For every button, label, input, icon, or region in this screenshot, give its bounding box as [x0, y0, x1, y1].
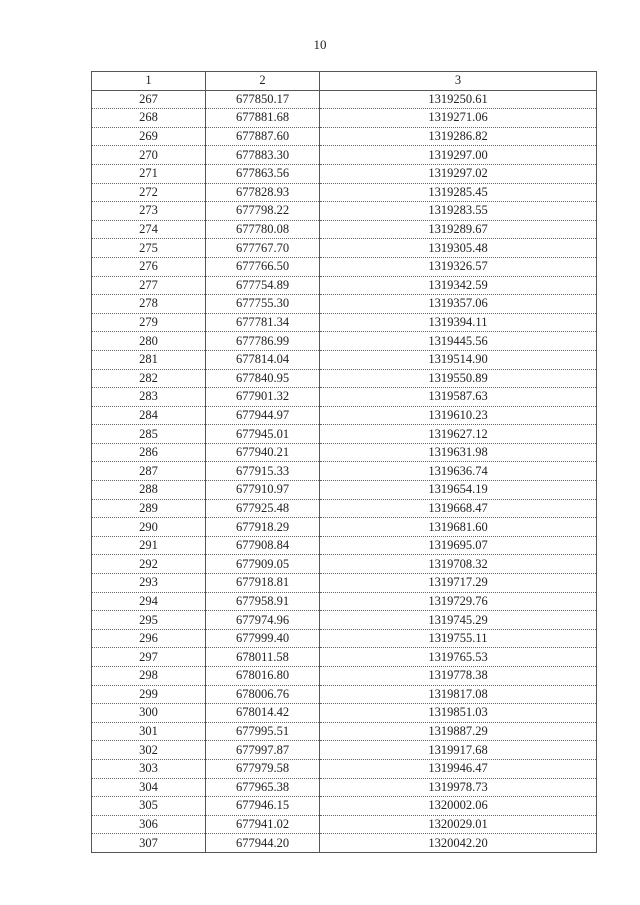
- table-row: [92, 667, 597, 686]
- cell-y-coordinate: 1319654.19: [320, 481, 597, 500]
- cell-x-coordinate: 678006.76: [206, 685, 320, 704]
- cell-y-coordinate: 1319357.06: [320, 295, 597, 314]
- cell-y-coordinate: 1320029.01: [320, 815, 597, 834]
- table-row: [92, 481, 597, 500]
- cell-point-number: 276: [92, 257, 206, 276]
- table-row: [92, 332, 597, 351]
- cell-y-coordinate: 1319717.29: [320, 574, 597, 593]
- cell-x-coordinate: 677883.30: [206, 146, 320, 165]
- cell-x-coordinate: 677974.96: [206, 611, 320, 630]
- cell-point-number: 270: [92, 146, 206, 165]
- table-row: [92, 722, 597, 741]
- cell-x-coordinate: 677828.93: [206, 183, 320, 202]
- table-row: [92, 406, 597, 425]
- table-row: [92, 555, 597, 574]
- cell-y-coordinate: 1319610.23: [320, 406, 597, 425]
- cell-y-coordinate: 1319887.29: [320, 722, 597, 741]
- cell-y-coordinate: 1319668.47: [320, 499, 597, 518]
- cell-y-coordinate: 1319326.57: [320, 257, 597, 276]
- cell-point-number: 284: [92, 406, 206, 425]
- cell-point-number: 269: [92, 127, 206, 146]
- cell-point-number: 295: [92, 611, 206, 630]
- cell-y-coordinate: 1319978.73: [320, 778, 597, 797]
- cell-x-coordinate: 677798.22: [206, 202, 320, 221]
- cell-point-number: 277: [92, 276, 206, 295]
- cell-x-coordinate: 678016.80: [206, 667, 320, 686]
- cell-x-coordinate: 677814.04: [206, 350, 320, 369]
- cell-point-number: 288: [92, 481, 206, 500]
- cell-point-number: 302: [92, 741, 206, 760]
- cell-point-number: 290: [92, 518, 206, 537]
- cell-x-coordinate: 677887.60: [206, 127, 320, 146]
- cell-x-coordinate: 677754.89: [206, 276, 320, 295]
- cell-point-number: 305: [92, 797, 206, 816]
- cell-point-number: 287: [92, 462, 206, 481]
- table-row: [92, 629, 597, 648]
- cell-point-number: 292: [92, 555, 206, 574]
- table-row: [92, 295, 597, 314]
- table-row: [92, 164, 597, 183]
- cell-point-number: 306: [92, 815, 206, 834]
- cell-x-coordinate: 677918.29: [206, 518, 320, 537]
- cell-y-coordinate: 1319550.89: [320, 369, 597, 388]
- cell-point-number: 280: [92, 332, 206, 351]
- table-row: [92, 536, 597, 555]
- cell-point-number: 268: [92, 109, 206, 128]
- table-row: [92, 127, 597, 146]
- cell-y-coordinate: 1319917.68: [320, 741, 597, 760]
- table-header-row: [92, 72, 597, 91]
- table-row: [92, 611, 597, 630]
- cell-y-coordinate: 1319297.02: [320, 164, 597, 183]
- table-row: [92, 759, 597, 778]
- cell-point-number: 281: [92, 350, 206, 369]
- cell-y-coordinate: 1319394.11: [320, 313, 597, 332]
- cell-x-coordinate: 677946.15: [206, 797, 320, 816]
- cell-x-coordinate: 678011.58: [206, 648, 320, 667]
- cell-point-number: 286: [92, 443, 206, 462]
- cell-x-coordinate: 677918.81: [206, 574, 320, 593]
- coordinates-table: [91, 71, 597, 853]
- cell-x-coordinate: 677781.34: [206, 313, 320, 332]
- cell-x-coordinate: 677999.40: [206, 629, 320, 648]
- table-row: [92, 239, 597, 258]
- cell-point-number: 289: [92, 499, 206, 518]
- cell-point-number: 278: [92, 295, 206, 314]
- cell-point-number: 303: [92, 759, 206, 778]
- cell-y-coordinate: 1319631.98: [320, 443, 597, 462]
- cell-y-coordinate: 1319297.00: [320, 146, 597, 165]
- cell-y-coordinate: 1319708.32: [320, 555, 597, 574]
- table-row: [92, 109, 597, 128]
- cell-point-number: 298: [92, 667, 206, 686]
- cell-y-coordinate: 1319636.74: [320, 462, 597, 481]
- cell-point-number: 299: [92, 685, 206, 704]
- cell-x-coordinate: 677958.91: [206, 592, 320, 611]
- cell-y-coordinate: 1319271.06: [320, 109, 597, 128]
- cell-y-coordinate: 1319778.38: [320, 667, 597, 686]
- cell-y-coordinate: 1319305.48: [320, 239, 597, 258]
- cell-point-number: 275: [92, 239, 206, 258]
- cell-y-coordinate: 1319817.08: [320, 685, 597, 704]
- table-row: [92, 443, 597, 462]
- cell-x-coordinate: 677755.30: [206, 295, 320, 314]
- cell-y-coordinate: 1319745.29: [320, 611, 597, 630]
- cell-x-coordinate: 677925.48: [206, 499, 320, 518]
- cell-x-coordinate: 677766.50: [206, 257, 320, 276]
- cell-y-coordinate: 1319250.61: [320, 90, 597, 109]
- cell-x-coordinate: 677908.84: [206, 536, 320, 555]
- page-number: 10: [313, 37, 327, 52]
- cell-x-coordinate: 677979.58: [206, 759, 320, 778]
- cell-x-coordinate: 677786.99: [206, 332, 320, 351]
- cell-y-coordinate: 1319765.53: [320, 648, 597, 667]
- cell-y-coordinate: 1319285.45: [320, 183, 597, 202]
- cell-point-number: 294: [92, 592, 206, 611]
- table-row: [92, 313, 597, 332]
- table-row: [92, 592, 597, 611]
- cell-point-number: 273: [92, 202, 206, 221]
- cell-point-number: 300: [92, 704, 206, 723]
- cell-x-coordinate: 677965.38: [206, 778, 320, 797]
- cell-y-coordinate: 1319445.56: [320, 332, 597, 351]
- table-row: [92, 257, 597, 276]
- cell-point-number: 307: [92, 834, 206, 853]
- cell-x-coordinate: 677995.51: [206, 722, 320, 741]
- cell-y-coordinate: 1319755.11: [320, 629, 597, 648]
- table-row: [92, 90, 597, 109]
- cell-x-coordinate: 677997.87: [206, 741, 320, 760]
- cell-point-number: 282: [92, 369, 206, 388]
- table-row: [92, 815, 597, 834]
- cell-y-coordinate: 1319587.63: [320, 388, 597, 407]
- table-row: [92, 574, 597, 593]
- cell-x-coordinate: 677941.02: [206, 815, 320, 834]
- cell-point-number: 283: [92, 388, 206, 407]
- cell-point-number: 272: [92, 183, 206, 202]
- table-row: [92, 425, 597, 444]
- table-row: [92, 183, 597, 202]
- cell-point-number: 301: [92, 722, 206, 741]
- table-row: [92, 778, 597, 797]
- cell-x-coordinate: 677940.21: [206, 443, 320, 462]
- table-row: [92, 741, 597, 760]
- cell-y-coordinate: 1319851.03: [320, 704, 597, 723]
- cell-y-coordinate: 1319627.12: [320, 425, 597, 444]
- cell-point-number: 271: [92, 164, 206, 183]
- cell-x-coordinate: 677945.01: [206, 425, 320, 444]
- cell-x-coordinate: 677780.08: [206, 220, 320, 239]
- cell-y-coordinate: 1320002.06: [320, 797, 597, 816]
- table-row: [92, 834, 597, 853]
- table-row: [92, 276, 597, 295]
- cell-y-coordinate: 1320042.20: [320, 834, 597, 853]
- cell-x-coordinate: 677901.32: [206, 388, 320, 407]
- cell-y-coordinate: 1319946.47: [320, 759, 597, 778]
- cell-x-coordinate: 677909.05: [206, 555, 320, 574]
- table-row: [92, 685, 597, 704]
- table-row: [92, 146, 597, 165]
- cell-x-coordinate: 678014.42: [206, 704, 320, 723]
- cell-point-number: 279: [92, 313, 206, 332]
- cell-y-coordinate: 1319514.90: [320, 350, 597, 369]
- cell-point-number: 285: [92, 425, 206, 444]
- table-row: [92, 704, 597, 723]
- cell-x-coordinate: 677767.70: [206, 239, 320, 258]
- table-row: [92, 220, 597, 239]
- cell-x-coordinate: 677881.68: [206, 109, 320, 128]
- cell-y-coordinate: 1319283.55: [320, 202, 597, 221]
- cell-point-number: 274: [92, 220, 206, 239]
- cell-y-coordinate: 1319286.82: [320, 127, 597, 146]
- table-row: [92, 202, 597, 221]
- cell-x-coordinate: 677910.97: [206, 481, 320, 500]
- column-header-y: 3: [320, 72, 597, 91]
- cell-y-coordinate: 1319681.60: [320, 518, 597, 537]
- table-row: [92, 350, 597, 369]
- cell-x-coordinate: 677850.17: [206, 90, 320, 109]
- cell-point-number: 296: [92, 629, 206, 648]
- table-body: [92, 90, 597, 852]
- table-row: [92, 797, 597, 816]
- cell-y-coordinate: 1319289.67: [320, 220, 597, 239]
- cell-x-coordinate: 677863.56: [206, 164, 320, 183]
- cell-y-coordinate: 1319695.07: [320, 536, 597, 555]
- table-row: [92, 518, 597, 537]
- cell-point-number: 304: [92, 778, 206, 797]
- cell-y-coordinate: 1319729.76: [320, 592, 597, 611]
- table-row: [92, 648, 597, 667]
- table-row: [92, 462, 597, 481]
- cell-point-number: 293: [92, 574, 206, 593]
- cell-point-number: 291: [92, 536, 206, 555]
- cell-x-coordinate: 677944.97: [206, 406, 320, 425]
- cell-x-coordinate: 677944.20: [206, 834, 320, 853]
- cell-x-coordinate: 677840.95: [206, 369, 320, 388]
- cell-x-coordinate: 677915.33: [206, 462, 320, 481]
- table-row: [92, 369, 597, 388]
- table-row: [92, 388, 597, 407]
- cell-point-number: 267: [92, 90, 206, 109]
- table-row: [92, 499, 597, 518]
- column-header-point: 1: [92, 72, 206, 91]
- column-header-x: 2: [206, 72, 320, 91]
- cell-point-number: 297: [92, 648, 206, 667]
- cell-y-coordinate: 1319342.59: [320, 276, 597, 295]
